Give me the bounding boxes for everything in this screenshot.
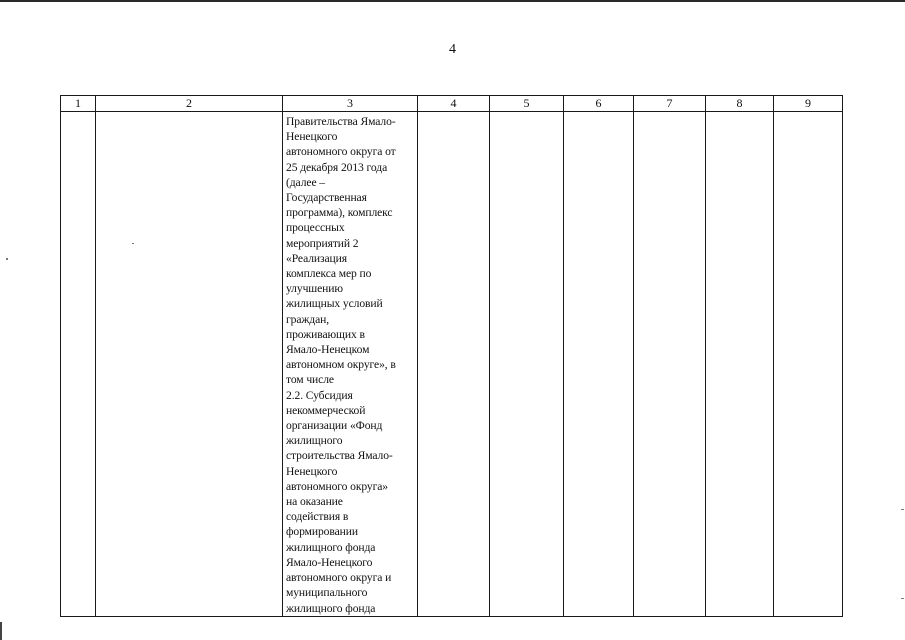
description-line: мероприятий 2 — [286, 236, 359, 250]
table-row — [61, 112, 843, 617]
description-line: жилищных условий — [286, 297, 383, 311]
column-header: 7 — [634, 96, 706, 112]
description-line: (далее – — [286, 175, 325, 189]
description-line: автономного округа и — [286, 571, 392, 585]
document-table — [60, 95, 843, 617]
table-cell-col9 — [774, 112, 843, 617]
column-header: 9 — [774, 96, 843, 112]
description-line: автономного округа от — [286, 145, 396, 159]
column-header: 5 — [490, 96, 564, 112]
scan-edge-mark — [0, 622, 2, 640]
table-cell-col3 — [283, 112, 418, 617]
description-line: жилищного — [286, 434, 343, 448]
description-line: проживающих в — [286, 327, 365, 341]
description-line: процессных — [286, 221, 345, 235]
description-line: строительства Ямало- — [286, 449, 393, 463]
column-header: 3 — [283, 96, 418, 112]
description-line: программа), комплекс — [286, 206, 393, 220]
description-line: на оказание — [286, 495, 343, 509]
table-cell-col6 — [564, 112, 634, 617]
description-line: Ямало-Ненецкого — [286, 555, 373, 569]
column-header: 6 — [564, 96, 634, 112]
description-line: Правительства Ямало- — [286, 115, 396, 128]
description-line: автономного округа» — [286, 479, 388, 493]
description-line: Ямало-Ненецком — [286, 343, 370, 357]
description-line: некоммерческой — [286, 403, 366, 417]
table-cell-col7 — [634, 112, 706, 617]
description-line: 2.2. Субсидия — [286, 388, 353, 402]
column-header: 2 — [96, 96, 283, 112]
description-line: Государственная — [286, 191, 367, 205]
description-line: улучшению — [286, 282, 343, 296]
description-line: жилищного фонда — [286, 540, 376, 554]
description-line: организации «Фонд — [286, 419, 383, 433]
description-line: жилищного фонда — [286, 601, 376, 615]
description-line: формировании — [286, 525, 358, 539]
top-border-line — [0, 0, 905, 2]
description-line: «Реализация — [286, 251, 347, 265]
column-number-row — [61, 96, 843, 112]
scan-speck — [901, 598, 904, 599]
description-line: автономном округе», в — [286, 358, 396, 372]
scan-speck — [901, 509, 904, 510]
column-header: 8 — [706, 96, 774, 112]
column-header: 4 — [418, 96, 490, 112]
table-cell-col5 — [490, 112, 564, 617]
description-line: 25 декабря 2013 года — [286, 160, 388, 174]
description-line: граждан, — [286, 312, 330, 326]
description-line: Ненецкого — [286, 130, 338, 144]
table-cell-col2 — [96, 112, 283, 617]
description-line: том числе — [286, 373, 334, 387]
table-cell-col8 — [706, 112, 774, 617]
table-cell-col1 — [61, 112, 96, 617]
description-line: содействия в — [286, 510, 349, 524]
table-cell-col4 — [418, 112, 490, 617]
description-line: комплекса мер по — [286, 267, 372, 281]
description-line: муниципального — [286, 586, 368, 600]
column-header: 1 — [61, 96, 96, 112]
description-line: Ненецкого — [286, 464, 338, 478]
scan-speck — [132, 243, 134, 244]
program-description-text — [283, 112, 417, 616]
page-number: 4 — [449, 42, 456, 57]
scan-speck — [6, 258, 8, 260]
